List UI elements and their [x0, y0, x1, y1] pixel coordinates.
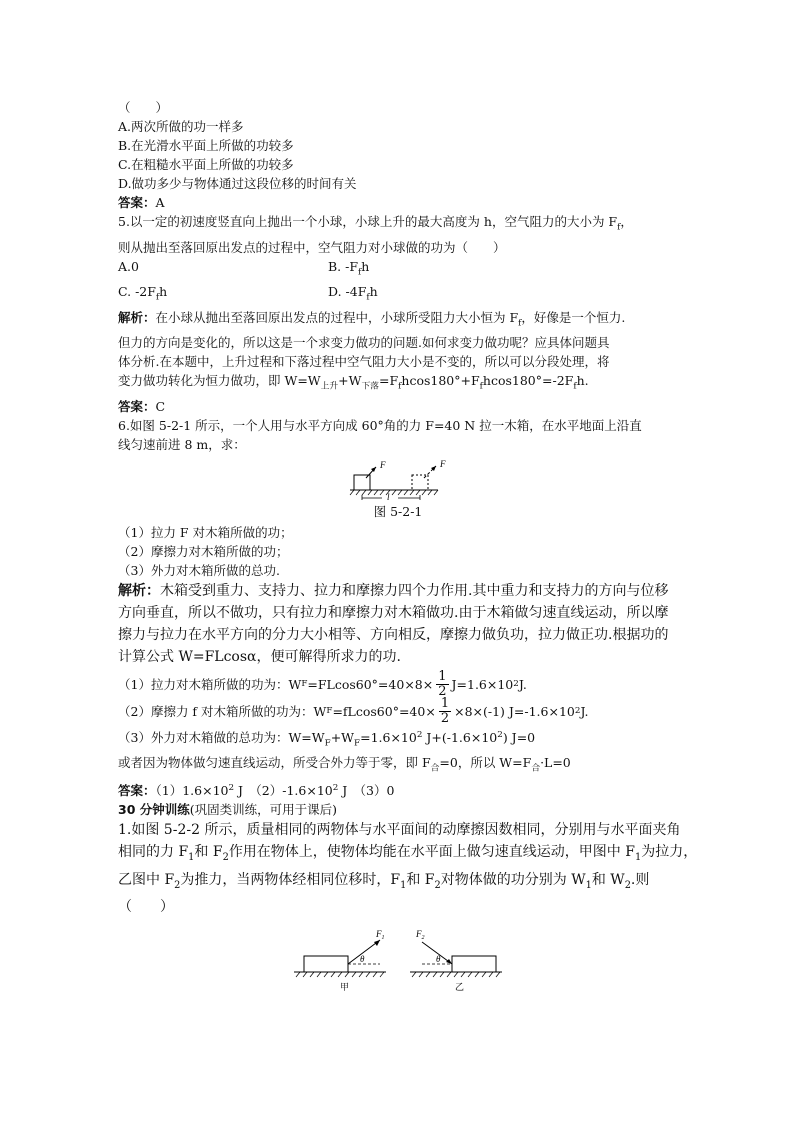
q5-answer: 答案：C	[118, 398, 166, 414]
displacement-label: l	[387, 491, 390, 500]
q6-analysis-line2: 方向垂直，所以不做功，只有拉力和摩擦力对木箱做功.由于木箱做匀速直线运动，所以摩	[118, 604, 669, 621]
theta-label-yi: θ	[436, 954, 441, 965]
q5-option-b: B. $-F_fh$	[328, 258, 370, 277]
q1-stem-line3: 乙图中 $F_2$为推力，当两物体经相同位移时，$F_1$和 $F_2$对物体做的功分别为 $W_1$和 $W_2$.则	[118, 871, 650, 891]
q4-option-a: A.两次所做的功一样多	[118, 119, 244, 134]
q6-calc-line2: （2）摩擦力 f 对木箱所做的功为：W F =fLcos60°=40× $\frac{1}{2}$ ×8×(-1) J=-1.6×10 2 J.	[118, 696, 589, 726]
q5-analysis-line4: 变力做功转化为恒力做功，即 $W=W_{上升}+W_{下落}=F_fhcos180^\circ+F_fhcos180^\circ=-2F_fh$.	[118, 373, 589, 392]
fraction-half: $\frac{1}{2}$	[440, 696, 450, 726]
section-heading: 30 分钟训练(巩固类训练，可用于课后)	[118, 801, 338, 817]
q1-stem-line1: 1.如图 5-2-2 所示，质量相同的两物体与水平面间的动摩擦因数相同，分别用与水平面夹角	[118, 821, 681, 838]
figure-5-2-2	[118, 924, 678, 994]
q5-options-row1	[118, 257, 678, 283]
theta-label-jia: θ	[360, 954, 365, 965]
box-pull-diagram	[118, 454, 678, 500]
q6-analysis-line4: 计算公式 W=FLcosα，便可解得所求力的功.	[118, 648, 401, 665]
q6-alt-line: 或者因为物体做匀速直线运动，所受合外力等于零，即 $F_合=0$，所以 $W=F_合\cdot L=0$	[118, 755, 571, 774]
figure-5-2-1	[118, 454, 678, 500]
two-blocks-diagram	[118, 924, 678, 994]
q6-stem-line2: 线匀速前进 8 m，求：	[118, 436, 246, 452]
q6-calc-line1: （1）拉力对木箱所做的功为：W F =FLcos60°=40×8× $\frac{1}{2}$ J=1.6×10 2 J.	[118, 669, 527, 699]
q4-answer: 答案：A	[118, 195, 165, 210]
q4-option-b: B.在光滑水平面上所做的功较多	[118, 138, 294, 153]
q5-analysis-line1: 解析：在小球从抛出至落回原出发点的过程中，小球所受阻力大小恒为 $F_f$，好像是一个恒力.	[118, 309, 626, 328]
box-start	[354, 475, 370, 490]
q5-option-d: D. $-4F_fh$	[328, 284, 378, 303]
q1-stem-line2: 相同的力 $F_1$和 $F_2$作用在物体上，使物体均能在水平面上做匀速直线运动，甲图中 $F_1$为拉力，	[118, 843, 698, 863]
f2-label: $F_2$	[416, 929, 425, 942]
label-jia: 甲	[340, 983, 350, 994]
box-end	[412, 475, 428, 490]
force-label-start: F	[380, 459, 386, 470]
q5-option-a: A.0	[118, 258, 139, 274]
fraction-half: $\frac{1}{2}$	[438, 669, 447, 699]
document-page	[118, 98, 698, 994]
figure-caption-5-2-1: 图 5-2-1	[373, 503, 423, 519]
q6-sub-question-2: （2）摩擦力对木箱所做的功；	[118, 543, 289, 559]
q6-analysis-block	[118, 580, 678, 668]
q4-paren: （ ）	[118, 100, 169, 115]
q5-options-row2	[118, 282, 678, 308]
q6-sub-question-1: （1）拉力 F 对木箱所做的功；	[118, 524, 293, 540]
q6-answer: 答案：$(1)1.6\times 10^2$ J $(2)-1.6\times 10^2$ J （3）0	[118, 782, 395, 798]
q5-stem-line1: 5.以一定的初速度竖直向上抛出一个小球，小球上升的最大高度为 h，空气阻力的大小为 $F_f$，	[118, 214, 633, 233]
q6-analysis-line1: 解析：木箱受到重力、支持力、拉力和摩擦力四个力作用.其中重力和支持力的方向与位移	[118, 582, 669, 599]
f1-label: $F_1$	[376, 929, 385, 942]
q1-block	[118, 819, 698, 919]
force-label-end: F	[440, 458, 446, 469]
q5-stem-line2: 则从抛出至落回原出发点的过程中，空气阻力对小球做的功为（ ）	[118, 239, 506, 255]
q6-sub-question-3: （3）外力对木箱所做的总功.	[118, 562, 280, 578]
label-yi: 乙	[455, 983, 465, 994]
q6-calc-line3: （3）外力对木箱做的总功为：$W=W_F+W_F=1.6\times 10^2$ $J+(-1.6\times 10^2)$ J=0	[118, 729, 536, 749]
q5-analysis-line3: 体分析.在本题中，上升过程和下落过程中空气阻力大小是不变的，所以可以分段处理，将	[118, 354, 610, 369]
q5-analysis-line2: 但力的方向是变化的，所以这是一个求变力做功的问题.如何求变力做功呢？应具体问题具	[118, 335, 610, 350]
block-yi	[452, 956, 496, 972]
ground-hatching	[350, 490, 438, 495]
q4-option-d: D.做功多少与物体通过这段位移的时间有关	[118, 176, 357, 191]
q1-paren: （ ）	[118, 899, 174, 916]
block-jia	[304, 956, 348, 972]
q6-stem-line1: 6.如图 5-2-1 所示，一个人用与水平方向成 60°角的力 F=40 N 拉一木箱，在水平地面上沿直	[118, 417, 642, 433]
q6-analysis-line3: 擦力与拉力在水平方向的分力大小相等、方向相反，摩擦力做负功，拉力做正功.根据功的	[118, 626, 669, 643]
q4-option-c: C.在粗糙水平面上所做的功较多	[118, 157, 294, 172]
q5-option-c: C. $-2F_fh$	[118, 284, 168, 303]
